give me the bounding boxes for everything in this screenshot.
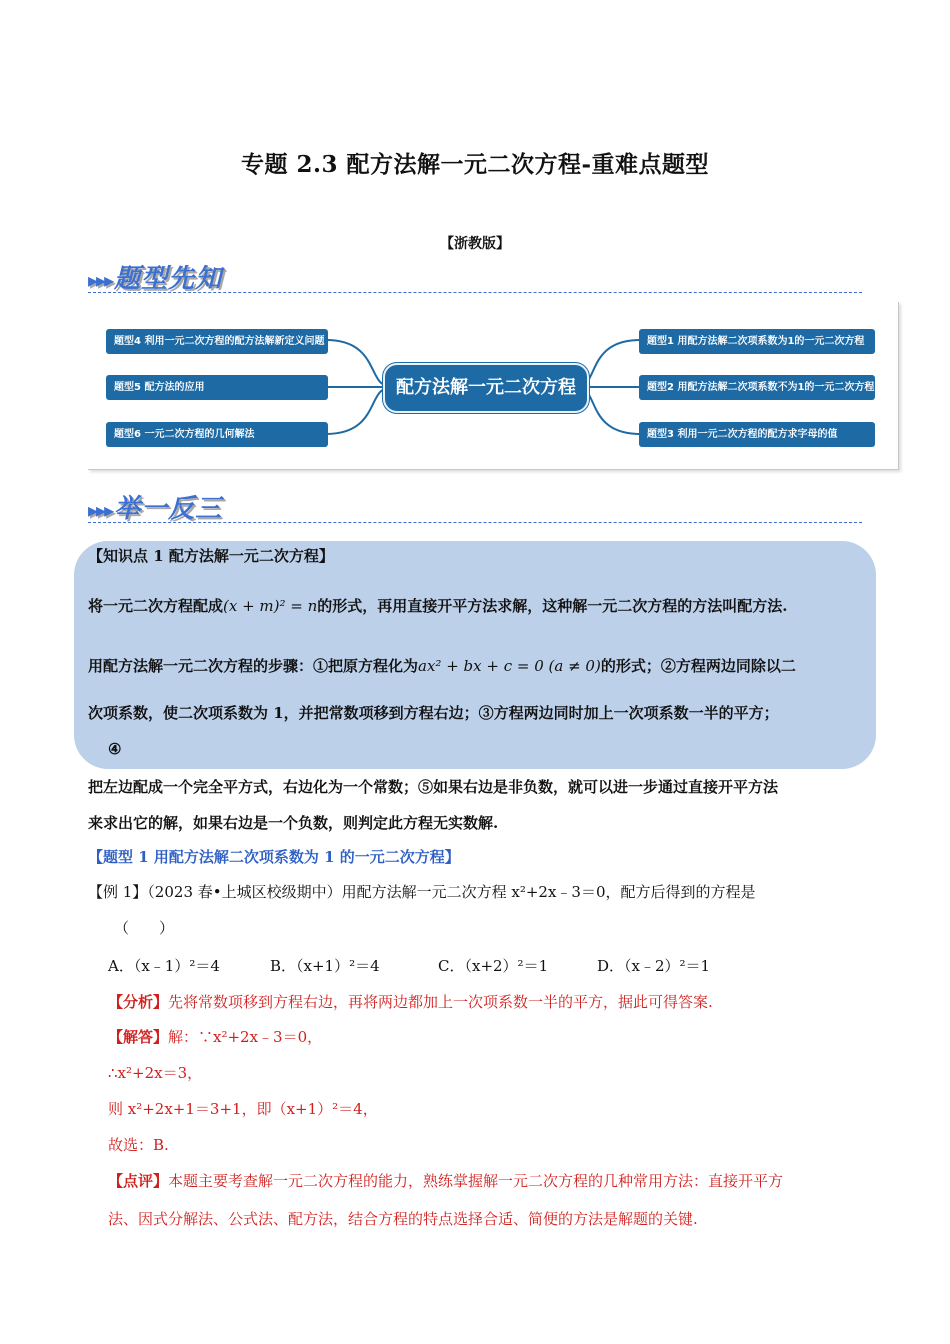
page-title: 专题 2.3 配方法解一元二次方程-重难点题型 — [240, 151, 710, 178]
knowledge-line-5: 把左边配成一个完全平方式，右边化为一个常数；⑤如果右边是非负数，就可以进一步通过直接开平方法 — [88, 778, 779, 796]
knowledge-line-1: 将一元二次方程配成(x + m)² = n的形式，再用直接开平方法求解，这种解一元二次方程的方法叫配方法. — [88, 597, 788, 615]
solution-line-2: ∴x²+2x＝3， — [108, 1064, 203, 1082]
topic-node-4: 题型4 利用一元二次方程的配方法解新定义问题 — [106, 329, 328, 354]
solution-line-1: 【解答】解：∵x²+2x﹣3＝0， — [108, 1028, 323, 1046]
banner-topic-preview — [88, 258, 222, 295]
example-question: 【例 1】（2023 春•上城区校级期中）用配方法解一元二次方程 x²+2x﹣3＝0，配方后得到的方程是 — [88, 883, 756, 901]
comment-line-2: 法、因式分解法、公式法、配方法，结合方程的特点选择合适、简便的方法是解题的关键. — [108, 1210, 698, 1228]
knowledge-line-2: 用配方法解一元二次方程的步骤：①把原方程化为ax² + bx + c = 0 (a ≠ 0)的形式；②方程两边同除以二 — [88, 657, 796, 675]
triple-arrow-icon: ▸▸▸ — [88, 268, 113, 292]
analysis — [108, 991, 713, 1012]
mind-map-center: 配方法解一元二次方程 — [383, 363, 589, 413]
formula: ax² + bx + c = 0 (a ≠ 0) — [418, 657, 601, 675]
knowledge-line-6: 来求出它的解，如果右边是一个负数，则判定此方程无实数解. — [88, 814, 499, 832]
type-heading: 【题型 1 用配方法解二次项系数为 1 的一元二次方程】 — [88, 848, 460, 866]
topic-node-3: 题型3 利用一元二次方程的配方求字母的值 — [639, 422, 875, 447]
solution-line-4: 故选：B. — [108, 1136, 169, 1154]
knowledge-line-3: 次项系数，使二次项系数为 1，并把常数项移到方程右边；③方程两边同时加上一次项系数一半的平方； — [88, 704, 779, 722]
analysis-text: 先将常数项移到方程右边，再将两边都加上一次项系数一半的平方，据此可得答案. — [168, 993, 713, 1011]
analysis-tag: 【分析】 — [108, 993, 169, 1011]
connector — [326, 340, 388, 386]
option-c: C．（x+2）²＝1 — [438, 957, 549, 975]
banner-practice — [88, 488, 222, 525]
option-b: B．（x+1）²＝4 — [270, 957, 380, 975]
mind-map — [88, 302, 899, 470]
option-a: A．（x﹣1）²＝4 — [108, 957, 220, 975]
example-equation: x²+2x﹣3＝0 — [511, 883, 606, 901]
topic-node-5: 题型5 配方法的应用 — [106, 375, 328, 400]
connector — [580, 388, 640, 434]
banner-text: 举一反三 — [114, 494, 223, 524]
answer-blank: （ ） — [114, 919, 175, 937]
edition-label: 【浙教版】 — [440, 236, 510, 252]
comment-tag: 【点评】 — [108, 1172, 169, 1190]
formula: (x + m)² = n — [223, 597, 318, 615]
knowledge-heading: 【知识点 1 配方法解一元二次方程】 — [88, 547, 334, 565]
banner-text: 题型先知 — [114, 264, 223, 294]
topic-node-2: 题型2 用配方法解二次项系数不为1的一元二次方程 — [639, 375, 875, 400]
solution-line-3: 则 x²+2x+1＝3+1，即（x+1）²＝4， — [108, 1100, 378, 1118]
option-d: D．（x﹣2）²＝1 — [597, 957, 711, 975]
solution-tag: 【解答】 — [108, 1028, 169, 1046]
connector — [326, 388, 388, 434]
connector — [580, 340, 640, 386]
comment-line-1: 【点评】本题主要考查解一元二次方程的能力，熟练掌握解一元二次方程的几种常用方法：直接开平方 — [108, 1172, 784, 1190]
knowledge-line-4: ④ — [108, 740, 122, 758]
triple-arrow-icon: ▸▸▸ — [88, 498, 113, 522]
topic-node-1: 题型1 用配方法解二次项系数为1的一元二次方程 — [639, 329, 875, 354]
topic-node-6: 题型6 一元二次方程的几何解法 — [106, 422, 328, 447]
divider — [88, 292, 862, 293]
divider — [88, 522, 862, 523]
